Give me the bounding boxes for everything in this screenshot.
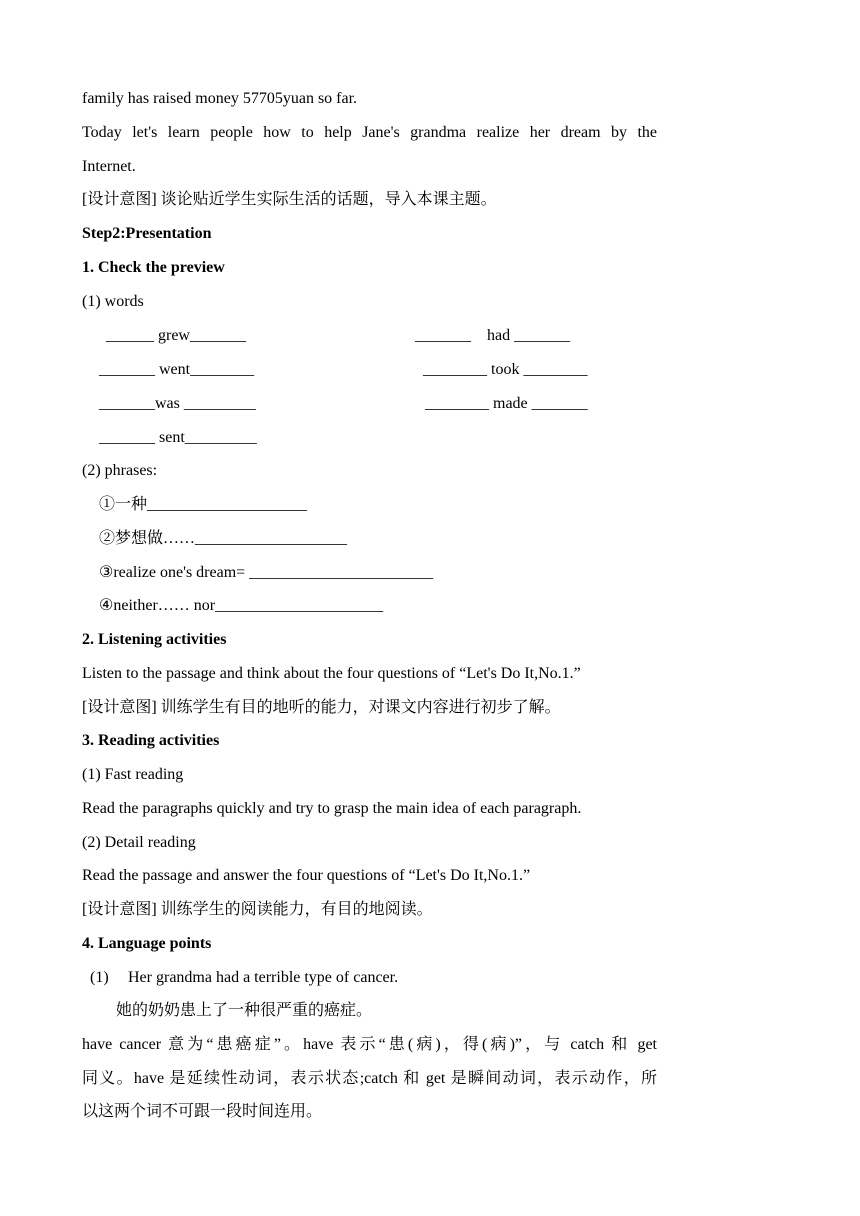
reading-heading: 3. Reading activities (82, 732, 220, 749)
language-points-heading: 4. Language points (82, 935, 212, 952)
word-blank-sent: _______ sent_________ (99, 429, 257, 446)
phrase-blank-2: ②梦想做……___________________ (99, 530, 348, 547)
explain-line-3: 以这两个词不可跟一段时间连用。 (82, 1103, 323, 1120)
word-blank-was: _______was _________ (99, 395, 256, 412)
fast-reading-text: Read the paragraphs quickly and try to grasp the main idea of each paragraph. (82, 800, 582, 817)
phrase-blank-1: ①一种____________________ (99, 496, 308, 513)
listening-text: Listen to the passage and think about the four questions of “Let's Do It,No.1.” (82, 665, 581, 682)
word-blank-grew: ______ grew_______ (106, 327, 246, 344)
phrases-label: (2) phrases: (82, 462, 158, 479)
word-blank-took: ________ took ________ (423, 361, 588, 378)
intro-line-3: Internet. (82, 158, 136, 175)
item1-number: (1) (90, 969, 109, 986)
fast-reading-label: (1) Fast reading (82, 766, 184, 783)
intro-line-1: family has raised money 57705yuan so far. (82, 90, 358, 107)
explain-line-2: 同义。have 是延续性动词，表示状态;catch 和 get 是瞬间动词，表示动作，所 (82, 1070, 657, 1087)
explain-line-1: have cancer 意为“患癌症”。have 表示“患(病)，得(病)”，与 catch 和 get (82, 1036, 657, 1053)
detail-reading-text: Read the passage and answer the four questions of “Let's Do It,No.1.” (82, 867, 531, 884)
phrase-blank-3: ③realize one's dream= _______________________ (99, 564, 434, 581)
step2-heading: Step2:Presentation (82, 225, 212, 242)
word-blank-made: ________ made _______ (425, 395, 588, 412)
word-blank-had: _______ had _______ (415, 327, 571, 344)
item1-translation: 她的奶奶患上了一种很严重的癌症。 (116, 1002, 373, 1019)
phrase-blank-4: ④neither…… nor_____________________ (99, 597, 384, 614)
word-blank-went: _______ went________ (99, 361, 255, 378)
item1-sentence: Her grandma had a terrible type of cancer. (128, 969, 399, 986)
reading-design-intent: [设计意图] 训练学生的阅读能力，有目的地阅读。 (82, 901, 433, 918)
listening-heading: 2. Listening activities (82, 631, 227, 648)
design-intent-1: [设计意图] 谈论贴近学生实际生活的话题，导入本课主题。 (82, 191, 497, 208)
check-preview-heading: 1. Check the preview (82, 259, 225, 276)
intro-line-2: Today let's learn people how to help Jane's grandma realize her dream by the (82, 124, 657, 141)
listening-design-intent: [设计意图] 训练学生有目的地听的能力，对课文内容进行初步了解。 (82, 699, 561, 716)
detail-reading-label: (2) Detail reading (82, 834, 196, 851)
words-label: (1) words (82, 293, 144, 310)
